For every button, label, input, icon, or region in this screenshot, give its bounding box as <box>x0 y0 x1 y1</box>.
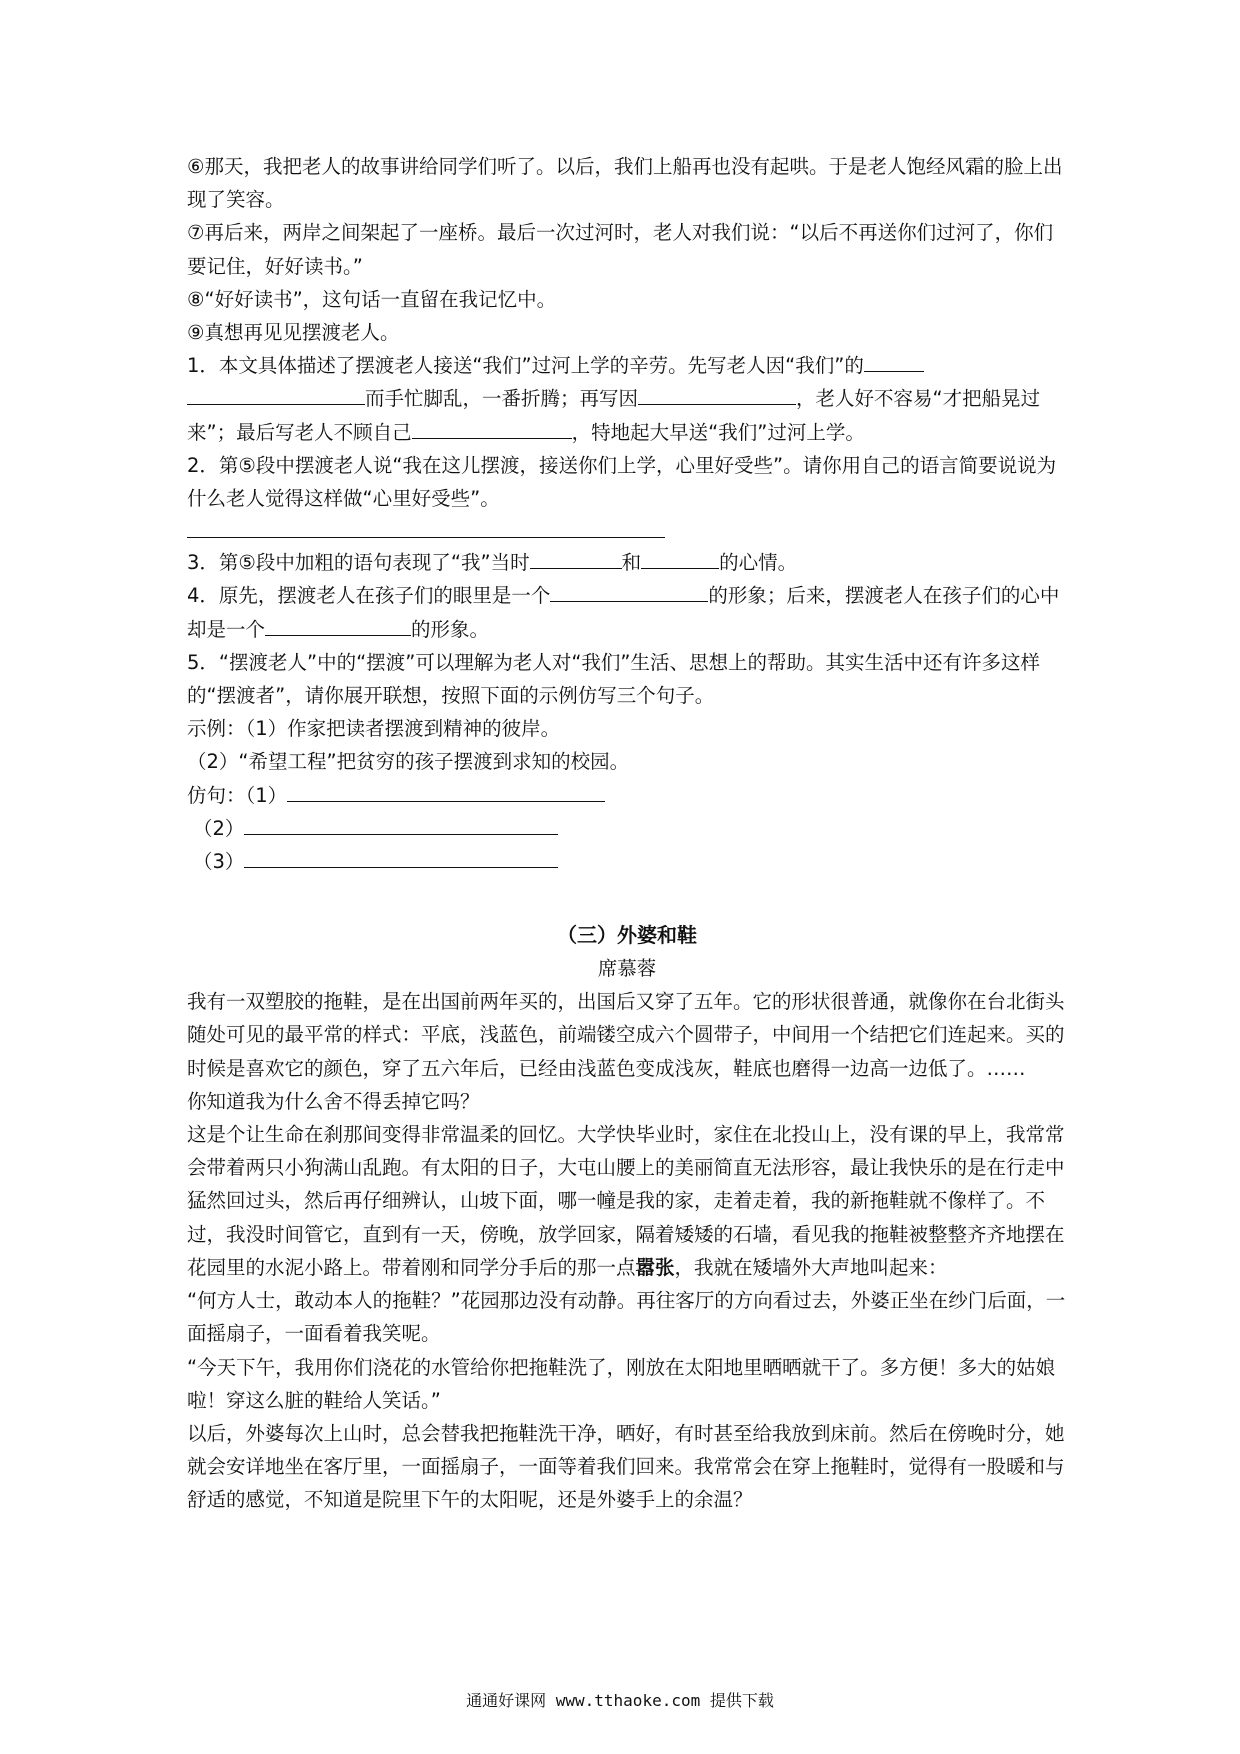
answer-line[interactable] <box>187 515 665 538</box>
imitate-3: （3） <box>187 845 1067 878</box>
answer-blank[interactable] <box>287 781 605 802</box>
question-5: 5．“摆渡老人”中的“摆渡”可以理解为老人对“我们”生活、思想上的帮助。其实生活中还有许多这样的“摆渡者”，请你展开联想，按照下面的示例仿写三个句子。 <box>187 650 1041 708</box>
example-2: （2）“希望工程”把贫穷的孩子摆渡到求知的校园。 <box>187 750 630 774</box>
answer-blank[interactable] <box>412 418 572 439</box>
document-page <box>187 150 1067 1517</box>
question-4: 4．原先，摆渡老人在孩子们的眼里是一个 的形象；后来，摆渡老人在孩子们的心中却是一个 的形象。 <box>187 579 1067 645</box>
answer-blank[interactable] <box>244 814 558 835</box>
example-1: 示例：（1）作家把读者摆渡到精神的彼岸。 <box>187 717 561 741</box>
story-paragraph-4: “何方人士，敢动本人的拖鞋？”花园那边没有动静。再往客厅的方向看过去，外婆正坐在纱门后面，一面摇扇子，一面看着我笑呢。 <box>187 1289 1066 1346</box>
answer-blank[interactable] <box>641 548 719 569</box>
paragraph-7: ⑦再后来，两岸之间架起了一座桥。最后一次过河时，老人对我们说：“以后不再送你们过河了，你们要记住，好好读书。” <box>187 221 1054 278</box>
page-footer: 通通好课网 www.tthaoke.com 提供下载 <box>466 1691 774 1710</box>
answer-blank[interactable] <box>638 384 796 405</box>
story-paragraph-6: 以后，外婆每次上山时，总会替我把拖鞋洗干净，晒好，有时甚至给我放到床前。然后在傍晚时分，她就会安详地坐在客厅里，一面摇扇子，一面等着我们回来。我常常会在穿上拖鞋时，觉得有一股暖和与舒适的感觉，不知道是院里下午的太阳呢，还是外婆手上的余温？ <box>187 1421 1065 1512</box>
answer-blank[interactable] <box>244 847 558 868</box>
question-3: 3．第⑤段中加粗的语句表现了“我”当时 和 的心情。 <box>187 546 1067 579</box>
story-paragraph-2: 你知道我为什么舍不得丢掉它吗？ <box>187 1089 480 1113</box>
question-2: 2．第⑤段中摆渡老人说“我在这儿摆渡，接送你们上学，心里好受些”。请你用自己的语言简要说说为什么老人觉得这样做“心里好受些”。 <box>187 453 1057 511</box>
answer-blank[interactable] <box>265 615 411 636</box>
question-1: 1．本文具体描述了摆渡老人接送“我们”过河上学的辛劳。先写老人因“我们”的 而手忙脚乱，一番折腾；再写因 ，老人好不容易“才把船晃过来”；最后写老人不顾自己 ，特地起大早送“我们”过河上学。 <box>187 349 1067 449</box>
paragraph-6: ⑥那天，我把老人的故事讲给同学们听了。以后，我们上船再也没有起哄。于是老人饱经风霜的脸上出现了笑容。 <box>187 155 1063 212</box>
answer-blank[interactable] <box>550 581 708 602</box>
paragraph-9: ⑨真想再见见摆渡老人。 <box>187 321 400 345</box>
answer-blank[interactable] <box>187 384 365 405</box>
imitate-2: （2） <box>187 812 1067 845</box>
story-paragraph-3: 这是个让生命在刹那间变得非常温柔的回忆。大学快毕业时，家住在北投山上，没有课的早上，我常常会带着两只小狗满山乱跑。有太阳的日子，大屯山腰上的美丽简直无法形容，最让我快乐的是在行走中猛然回过头，然后再仔细辨认，山坡下面，哪一幢是我的家，走着走着，我的新拖鞋就不像样了。不过，我没时间管它，直到有一天，傍晚，放学回家，隔着矮矮的石墙，看见我的拖鞋被整整齐齐地摆在花园里的水泥小路上。带着刚和同学分手后的那一点嚣张，我就在矮墙外大声地叫起来： <box>187 1123 1065 1279</box>
paragraph-8: ⑧“好好读书”，这句话一直留在我记忆中。 <box>187 287 557 311</box>
answer-blank[interactable] <box>864 351 924 372</box>
answer-blank[interactable] <box>530 548 622 569</box>
story-paragraph-1: 我有一双塑胶的拖鞋，是在出国前两年买的，出国后又穿了五年。它的形状很普通，就像你在台北街头随处可见的最平常的样式：平底，浅蓝色，前端镂空成六个圆带子，中间用一个结把它们连起来。买的时候是喜欢它的颜色，穿了五六年后，已经由浅蓝色变成浅灰，鞋底也磨得一边高一边低了。…… <box>187 990 1065 1080</box>
story-paragraph-5: “今天下午，我用你们浇花的水管给你把拖鞋洗了，刚放在太阳地里晒晒就干了。多方便！多大的姑娘啦！穿这么脏的鞋给人笑话。” <box>187 1355 1056 1412</box>
author-name: 席慕蓉 <box>597 957 657 981</box>
imitate-1: 仿句：（1） <box>187 779 1067 812</box>
section-title: （三）外婆和鞋 <box>557 923 697 948</box>
bold-word: 嚣张 <box>635 1255 675 1279</box>
